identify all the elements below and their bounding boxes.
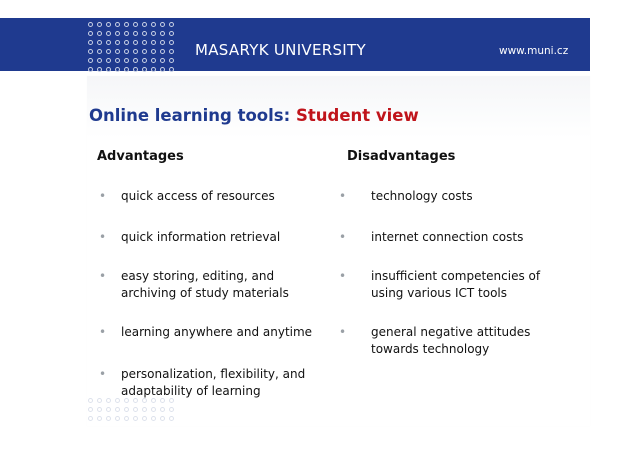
bullet-icon: • — [99, 189, 107, 203]
title-highlight: Student view — [295, 106, 419, 125]
bullet-icon: • — [99, 325, 107, 339]
list-item — [99, 366, 324, 400]
slide-title — [89, 106, 419, 126]
list-item — [337, 188, 552, 205]
bullet-icon: • — [99, 269, 107, 283]
disadvantages-heading: Disadvantages — [347, 149, 456, 164]
dot-grid-bottom — [88, 398, 176, 423]
list-item-text: personalization, flexibility, and adaptability of learning — [121, 367, 306, 398]
bullet-icon: • — [99, 230, 107, 244]
university-name: MASARYK UNIVERSITY — [195, 41, 366, 59]
bullet-icon: • — [339, 189, 347, 203]
title-prefix: Online learning tools: — [89, 106, 291, 125]
list-item — [99, 229, 324, 246]
list-item-text: general negative attitudes towards technology — [371, 325, 531, 356]
bullet-icon: • — [339, 230, 347, 244]
list-item-text: learning anywhere and anytime — [121, 325, 313, 339]
list-item-text: insufficient competencies of using various ICT tools — [371, 269, 541, 300]
list-item — [99, 324, 324, 341]
list-item-text: technology costs — [371, 189, 473, 203]
list-item — [337, 324, 552, 358]
list-item — [337, 268, 552, 302]
dot-grid-top — [88, 22, 176, 74]
bullet-icon: • — [339, 269, 347, 283]
list-item — [99, 188, 324, 205]
list-item — [337, 229, 552, 246]
advantages-heading: Advantages — [97, 149, 184, 164]
list-item-text: internet connection costs — [371, 230, 524, 244]
website-url: www.muni.cz — [499, 45, 569, 57]
bullet-icon: • — [339, 325, 347, 339]
list-item-text: easy storing, editing, and archiving of study materials — [121, 269, 289, 300]
list-item-text: quick access of resources — [121, 189, 275, 203]
list-item-text: quick information retrieval — [121, 230, 281, 244]
list-item — [99, 268, 324, 302]
bullet-icon: • — [99, 367, 107, 381]
